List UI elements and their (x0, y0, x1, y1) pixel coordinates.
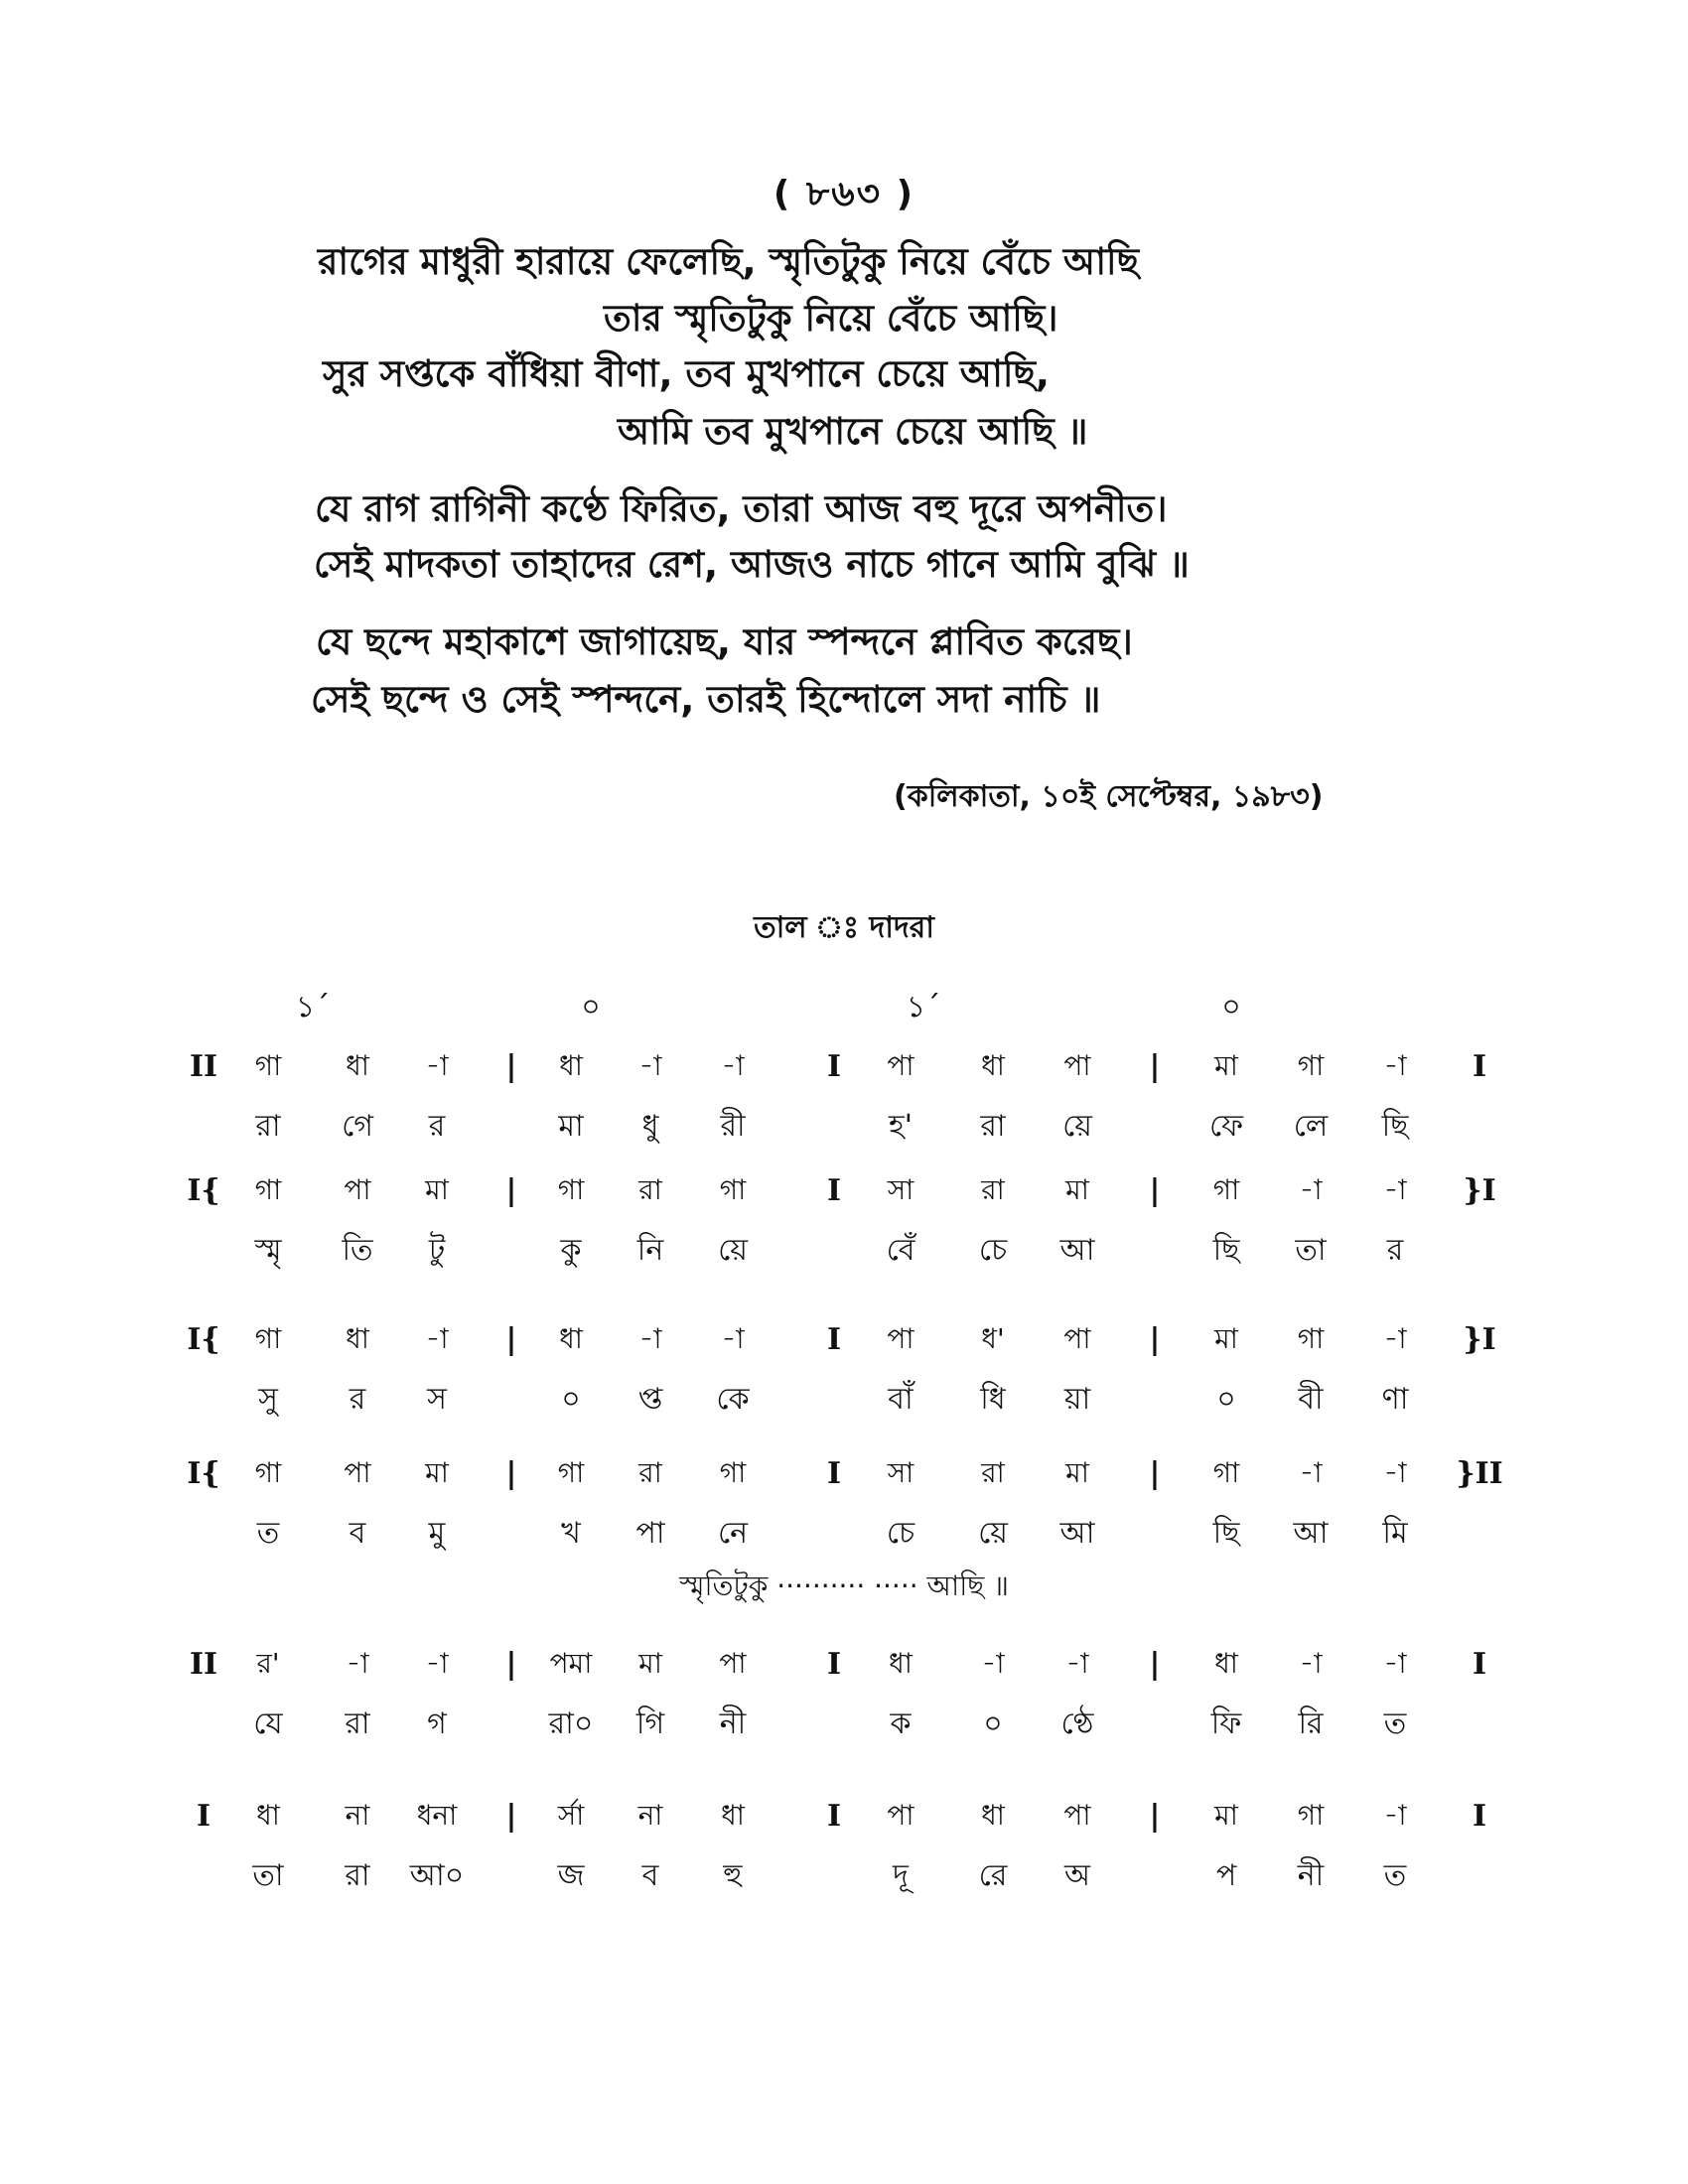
note-cell: ধা (721, 1799, 745, 1832)
word-cell: বেঁ (886, 1233, 915, 1268)
word-cell: রা০ (548, 1706, 594, 1741)
note-cell: -া (346, 1647, 369, 1680)
note-cell: -া (1299, 1647, 1323, 1680)
word-cell: আ (1059, 1233, 1095, 1268)
note-cell: গা (719, 1173, 747, 1206)
note-cell: -া (425, 1049, 449, 1082)
note-cell: মা (1214, 1049, 1238, 1082)
bar-divider: | (1149, 1049, 1161, 1084)
word-cell: বাঁ (888, 1382, 914, 1417)
word-cell: আ (1059, 1516, 1095, 1551)
bar-vibhag: I (826, 1799, 842, 1834)
bar-start: I{ (187, 1322, 220, 1357)
note-cell: রা (981, 1456, 1005, 1489)
bar-start: I{ (187, 1173, 220, 1208)
note-cell: -া (1383, 1799, 1407, 1832)
note-cell: র্সা (557, 1799, 585, 1832)
word-cell: রে (978, 1858, 1008, 1893)
bar-vibhag: I (826, 1456, 842, 1491)
word-cell: রি (1298, 1706, 1324, 1741)
tala-heading: তাল ঃ দাদরা (754, 910, 934, 945)
word-cell: ০ (1216, 1382, 1236, 1417)
word-cell: মা (558, 1109, 584, 1144)
word-cell: ধি (980, 1382, 1006, 1417)
bar-divider: | (505, 1322, 517, 1357)
note-cell: -া (1065, 1647, 1089, 1680)
note-cell: -া (1383, 1647, 1407, 1680)
lyric-line: যে ছন্দে মহাকাশে জাগায়েছ, যার স্পন্দনে প্লাবিত করেছ। (316, 620, 1133, 663)
word-cell: রী (720, 1109, 746, 1144)
bar-end: I (1472, 1799, 1487, 1834)
word-cell: কু (560, 1233, 582, 1268)
word-cell: ব (641, 1858, 659, 1893)
note-cell: মা (638, 1647, 662, 1680)
note-cell: -া (425, 1647, 449, 1680)
note-cell: -া (1383, 1049, 1407, 1082)
word-cell: য়ে (718, 1233, 748, 1268)
bar-divider: | (1149, 1322, 1161, 1357)
word-cell: কে (716, 1382, 750, 1417)
lyric-line: সুর সপ্তকে বাঁধিয়া বীণা, তব মুখপানে চেয়ে আছি, (323, 352, 1050, 395)
word-cell: যে (253, 1706, 283, 1741)
note-cell: ধা (981, 1049, 1005, 1082)
word-cell: চে (886, 1516, 915, 1551)
dateline: (কলিকাতা, ১০ই সেপ্টেম্বর, ১৯৮৩) (894, 779, 1324, 814)
note-cell: -া (638, 1322, 662, 1355)
bar-divider: | (505, 1456, 517, 1491)
word-cell: রা (345, 1858, 370, 1893)
note-cell: মা (1214, 1799, 1238, 1832)
word-cell: য়ে (1062, 1109, 1092, 1144)
note-cell: না (345, 1799, 370, 1832)
lyric-line: যে রাগ রাগিনী কণ্ঠে ফিরিত, তারা আজ বহু দূরে অপনীত। (315, 487, 1168, 530)
note-cell: পা (887, 1049, 914, 1082)
word-cell: তা (1295, 1233, 1327, 1268)
bar-start: II (189, 1647, 218, 1682)
word-cell: গ (427, 1706, 447, 1741)
bar-end: }I (1463, 1173, 1496, 1208)
word-cell: চে (978, 1233, 1008, 1268)
word-cell: য়ে (978, 1516, 1008, 1551)
word-cell: স (427, 1382, 447, 1417)
word-cell: বী (1298, 1382, 1324, 1417)
word-cell: নে (717, 1516, 749, 1551)
bar-end: I (1472, 1647, 1487, 1682)
note-cell: গা (254, 1322, 282, 1355)
bar-end: }II (1456, 1456, 1503, 1491)
word-cell: ধু (641, 1109, 659, 1144)
note-cell: -া (1299, 1173, 1323, 1206)
note-cell: পা (887, 1799, 914, 1832)
bar-divider: | (1149, 1173, 1161, 1208)
lyric-line: আমি তব মুখপানে চেয়ে আছি ॥ (618, 410, 1088, 453)
word-cell: দূ (893, 1858, 909, 1893)
bar-vibhag: I (826, 1049, 842, 1084)
word-cell: ণা (1381, 1382, 1409, 1417)
note-cell: সা (887, 1173, 914, 1206)
word-cell: ০ (983, 1706, 1003, 1741)
note-cell: না (637, 1799, 663, 1832)
note-cell: গা (1297, 1322, 1325, 1355)
note-cell: -া (721, 1049, 745, 1082)
note-cell: পা (1063, 1049, 1091, 1082)
note-cell: গা (1212, 1173, 1240, 1206)
note-cell: র' (256, 1647, 280, 1680)
note-cell: পা (1063, 1322, 1091, 1355)
word-cell: মি (1382, 1516, 1408, 1551)
note-cell: -া (1383, 1173, 1407, 1206)
note-cell: ধা (559, 1049, 583, 1082)
note-cell: ধনা (416, 1799, 458, 1832)
note-cell: -া (1299, 1456, 1323, 1489)
note-cell: ধা (346, 1322, 369, 1355)
word-cell: জ (557, 1858, 585, 1893)
note-cell: ধা (981, 1799, 1005, 1832)
word-cell: ছি (1212, 1516, 1240, 1551)
word-cell: ত (1383, 1706, 1407, 1741)
word-cell: হ' (888, 1109, 914, 1144)
word-cell: প (1215, 1858, 1237, 1893)
word-cell: টু (428, 1233, 446, 1268)
note-cell: ধ' (981, 1322, 1005, 1355)
note-cell: ধা (889, 1647, 913, 1680)
word-cell: রা (255, 1109, 281, 1144)
note-cell: মা (1065, 1456, 1089, 1489)
word-cell: র (428, 1109, 446, 1144)
word-cell: গে (342, 1109, 373, 1144)
bar-start: I{ (187, 1456, 220, 1491)
note-cell: রা (638, 1173, 662, 1206)
word-cell: ত (256, 1516, 280, 1551)
word-cell: ছি (1381, 1109, 1409, 1144)
word-cell: ত (1383, 1858, 1407, 1893)
lyric-line: তার স্মৃতিটুকু নিয়ে বেঁচে আছি। (604, 297, 1058, 340)
word-cell: ণ্ঠে (1060, 1706, 1094, 1741)
word-cell: প্ত (637, 1382, 663, 1417)
note-cell: -া (638, 1049, 662, 1082)
note-cell: পা (719, 1647, 747, 1680)
bar-divider: | (1149, 1647, 1161, 1682)
refrain-note: স্মৃতিটুকু ·········· ····· আছি ॥ (679, 1570, 1009, 1602)
note-cell: পা (344, 1456, 371, 1489)
note-cell: গা (1297, 1799, 1325, 1832)
bar-divider: | (505, 1173, 517, 1208)
word-cell: গি (635, 1706, 665, 1741)
word-cell: সু (258, 1382, 278, 1417)
word-cell: নী (1297, 1858, 1325, 1893)
word-cell: ফি (1210, 1706, 1242, 1741)
bar-divider: | (505, 1799, 517, 1834)
note-cell: রা (981, 1173, 1005, 1206)
word-cell: নি (636, 1233, 664, 1268)
bar-vibhag: I (826, 1322, 842, 1357)
word-cell: হু (723, 1858, 743, 1893)
lyric-line: সেই ছন্দে ও সেই স্পন্দনে, তারই হিন্দোলে সদা নাচি ॥ (311, 678, 1101, 721)
word-cell: ক (890, 1706, 912, 1741)
lyric-line: রাগের মাধুরী হারায়ে ফেলেছি, স্মৃতিটুকু নিয়ে বেঁচে আছি (318, 240, 1140, 283)
note-cell: -া (721, 1322, 745, 1355)
bar-end: }I (1463, 1322, 1496, 1357)
lyric-line: সেই মাদকতা তাহাদের রেশ, আজও নাচে গানে আমি বুঝি ॥ (314, 543, 1190, 586)
note-cell: গা (557, 1173, 585, 1206)
word-cell: ফে (1208, 1109, 1244, 1144)
word-cell: অ (1064, 1858, 1090, 1893)
note-cell: মা (1214, 1322, 1238, 1355)
word-cell: স্মৃ (254, 1233, 282, 1268)
beat-mark: ১´ (906, 990, 941, 1024)
word-cell: তি (342, 1233, 373, 1268)
note-cell: মা (425, 1173, 449, 1206)
bar-end: I (1472, 1049, 1487, 1084)
note-cell: গা (1212, 1456, 1240, 1489)
note-cell: পা (1063, 1799, 1091, 1832)
note-cell: রা (638, 1456, 662, 1489)
bar-divider: | (505, 1647, 517, 1682)
bar-divider: | (1149, 1456, 1161, 1491)
bar-vibhag: I (826, 1173, 842, 1208)
beat-mark: ০ (581, 990, 601, 1024)
note-cell: গা (254, 1049, 282, 1082)
note-cell: ধা (256, 1799, 280, 1832)
note-cell: সা (887, 1456, 914, 1489)
word-cell: র (1386, 1233, 1404, 1268)
note-cell: -া (1383, 1456, 1407, 1489)
word-cell: খ (561, 1516, 581, 1551)
word-cell: লে (1293, 1109, 1329, 1144)
word-cell: মু (428, 1516, 446, 1551)
word-cell: ব (349, 1516, 366, 1551)
note-cell: ধা (559, 1322, 583, 1355)
note-cell: গা (719, 1456, 747, 1489)
note-cell: মা (425, 1456, 449, 1489)
word-cell: ০ (561, 1382, 581, 1417)
note-cell: পমা (549, 1647, 593, 1680)
word-cell: তা (252, 1858, 284, 1893)
note-cell: গা (557, 1456, 585, 1489)
bar-vibhag: I (826, 1647, 842, 1682)
word-cell: রা (345, 1706, 370, 1741)
word-cell: পা (635, 1516, 665, 1551)
note-cell: গা (254, 1173, 282, 1206)
word-cell: নী (719, 1706, 747, 1741)
bar-divider: | (1149, 1799, 1161, 1834)
word-cell: য়া (1063, 1382, 1091, 1417)
note-cell: ধা (1214, 1647, 1238, 1680)
word-cell: রা (980, 1109, 1006, 1144)
note-cell: ধা (346, 1049, 369, 1082)
note-cell: গা (1297, 1049, 1325, 1082)
note-cell: পা (344, 1173, 371, 1206)
beat-mark: ১´ (295, 990, 331, 1024)
word-cell: আ০ (409, 1858, 465, 1893)
beat-mark: ০ (1221, 990, 1241, 1024)
bar-divider: | (505, 1049, 517, 1084)
note-cell: মা (1065, 1173, 1089, 1206)
word-cell: আ (1293, 1516, 1329, 1551)
note-cell: গা (254, 1456, 282, 1489)
note-cell: -া (1383, 1322, 1407, 1355)
bar-start: II (189, 1049, 218, 1084)
word-cell: ছি (1212, 1233, 1240, 1268)
note-cell: -া (981, 1647, 1005, 1680)
page-number: ( ৮৬৩ ) (773, 174, 915, 214)
bar-start: I (196, 1799, 211, 1834)
word-cell: র (349, 1382, 366, 1417)
note-cell: -া (425, 1322, 449, 1355)
note-cell: পা (887, 1322, 914, 1355)
